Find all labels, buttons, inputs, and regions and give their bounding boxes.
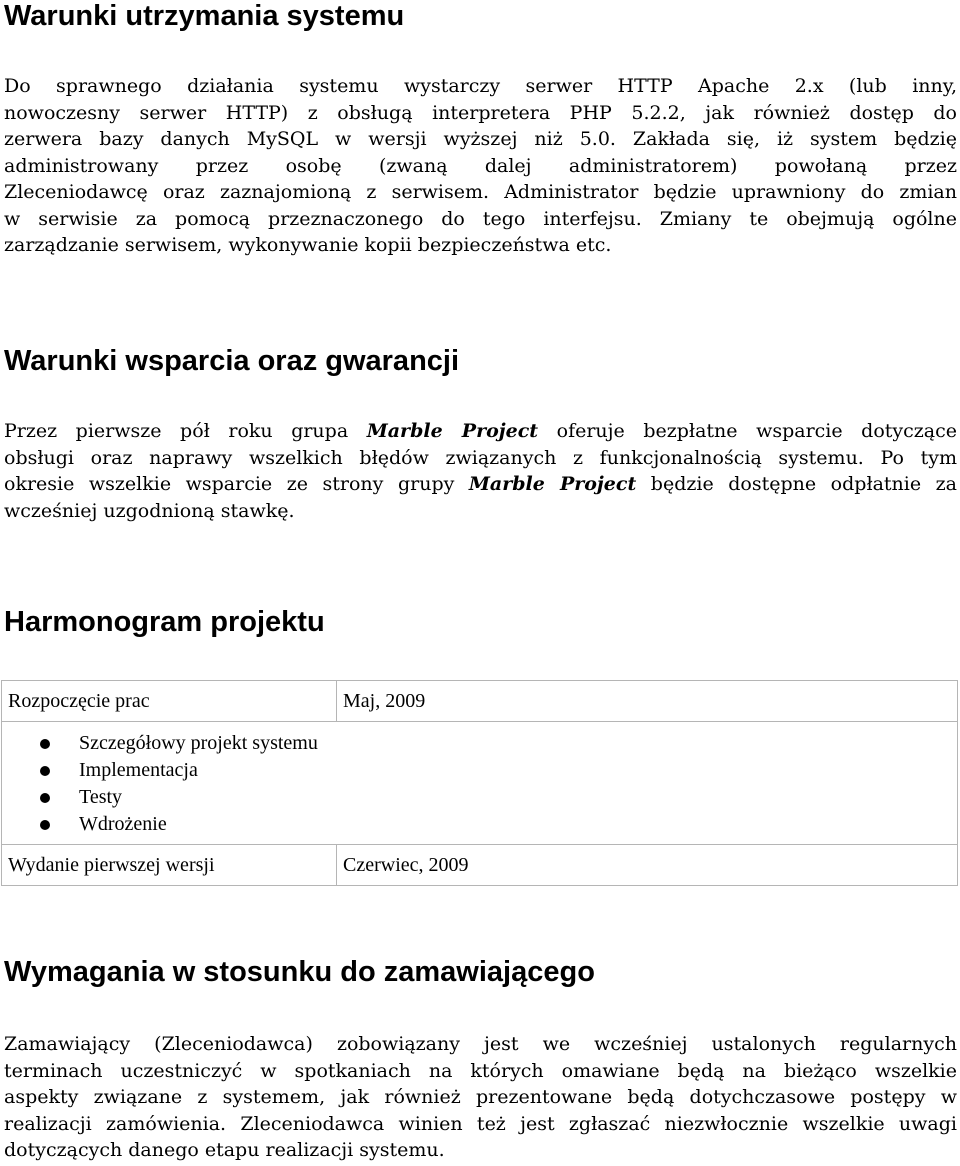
schedule-label: Rozpoczęcie prac <box>2 681 337 722</box>
text-line: Zleceniodawcę oraz zaznajomioną z serwisem. Administrator będzie uprawniony do zmian <box>4 181 957 203</box>
heading-schedule: Harmonogram projektu <box>4 606 325 638</box>
text-line: zerwera bazy danych MySQL w wersji wyższej niż 5.0. Zakłada się, iż system będzię <box>4 128 957 150</box>
text-segment: będzie dostępne odpłatnie za <box>636 473 958 495</box>
text-segment: okresie wszelkie wsparcie ze strony grupy <box>4 473 469 495</box>
task-label: Wdrożenie <box>79 813 167 835</box>
brand-name: Marble Project <box>366 420 539 442</box>
text-line: w serwisie za pomocą przeznaczonego do tego interfejsu. Zmiany te obejmują ogólne <box>4 207 957 230</box>
heading-client: Wymagania w stosunku do zamawiającego <box>4 956 595 988</box>
text-line: realizacji zamówienia. Zleceniodawca winien też jest zgłaszać niezwłocznie wszelkie uwagi <box>4 1112 957 1135</box>
table-row <box>2 681 958 722</box>
text-line: nowoczesny serwer HTTP) z obsługą interpretera PHP 5.2.2, jak również dostęp do <box>4 101 957 124</box>
text-segment: oferuje bezpłatne wsparcie dotyczące <box>538 420 958 442</box>
text-line: zarządzanie serwisem, wykonywanie kopii bezpieczeństwa etc. <box>4 234 612 256</box>
text-line: Do sprawnego działania systemu wystarczy serwer HTTP Apache 2.x (lub inny, <box>4 75 957 97</box>
list-item <box>2 757 957 784</box>
schedule-tasks-cell <box>2 722 958 845</box>
text-line: terminach uczestniczyć w spotkaniach na których omawiane będą na bieżąco wszelkie <box>4 1059 957 1082</box>
text-line <box>4 471 957 498</box>
schedule-table <box>1 680 958 886</box>
paragraph-support <box>4 418 957 524</box>
task-label: Implementacja <box>79 759 198 781</box>
text-line: aspekty związane z systemem, jak również prezentowane będą dotychczasowe postępy w <box>4 1086 957 1108</box>
schedule-label: Wydanie pierwszej wersji <box>2 845 337 886</box>
text-line: obsługi oraz naprawy wszelkich błędów związanych z funkcjonalnością systemu. Po tym <box>4 446 957 469</box>
task-list <box>2 722 957 844</box>
brand-name: Marble Project <box>468 473 637 495</box>
paragraph-maintenance <box>4 73 957 259</box>
paragraph-client <box>4 1031 957 1164</box>
heading-maintenance: Warunki utrzymania systemu <box>4 0 405 32</box>
text-line: dotyczących danego etapu realizacji systemu. <box>4 1139 445 1161</box>
list-item <box>2 730 957 757</box>
bullet-icon <box>40 820 50 830</box>
list-item <box>2 784 957 811</box>
task-label: Szczegółowy projekt systemu <box>79 732 318 754</box>
text-line: wcześniej uzgodnioną stawkę. <box>4 499 295 522</box>
text-line: Zamawiający (Zleceniodawca) zobowiązany jest we wcześniej ustalonych regularnych <box>4 1033 957 1055</box>
schedule-value: Czerwiec, 2009 <box>337 845 958 886</box>
text-segment: Przez pierwsze pół roku grupa <box>4 420 367 442</box>
table-row <box>2 845 958 886</box>
table-row <box>2 722 958 845</box>
heading-support: Warunki wsparcia oraz gwarancji <box>4 345 460 377</box>
schedule-value: Maj, 2009 <box>337 681 958 722</box>
task-label: Testy <box>79 786 123 808</box>
bullet-icon <box>40 793 50 803</box>
bullet-icon <box>40 766 50 776</box>
text-line <box>4 418 957 445</box>
text-line: administrowany przez osobę (zwaną dalej administratorem) powołaną przez <box>4 154 957 177</box>
bullet-icon <box>40 739 50 749</box>
list-item <box>2 811 957 838</box>
